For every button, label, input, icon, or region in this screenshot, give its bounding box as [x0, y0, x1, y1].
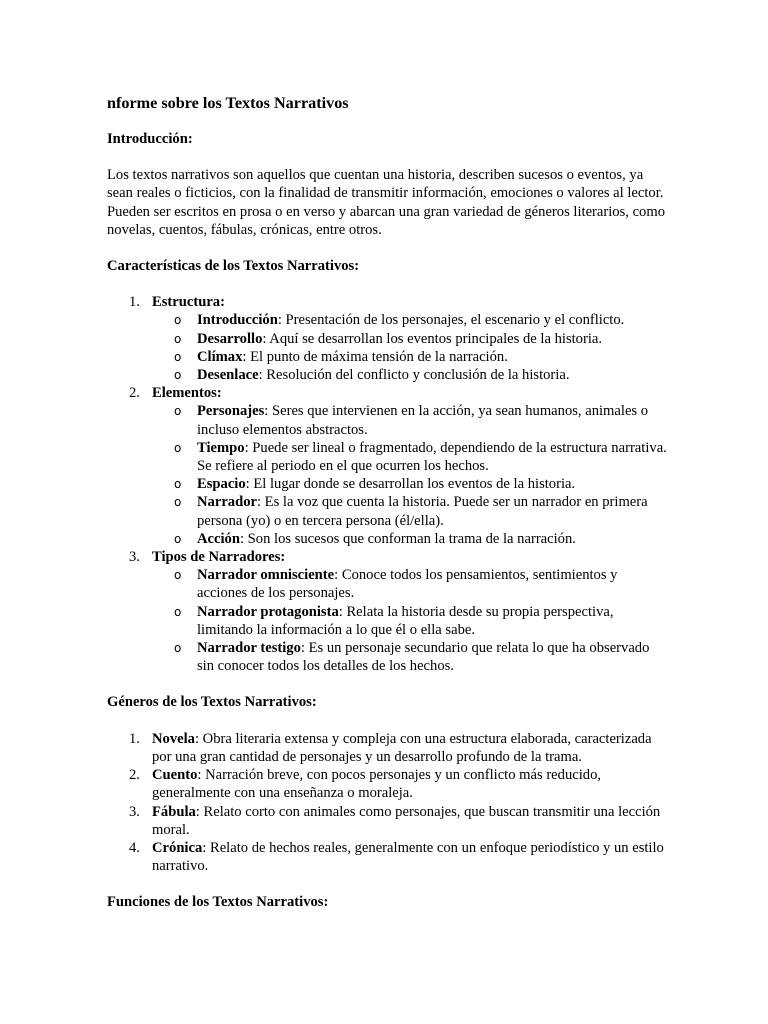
- sub-item-desc: : Presentación de los personajes, el escenario y el conflicto.: [277, 312, 625, 329]
- list-item-label: Tipos de Narradores:: [152, 549, 286, 566]
- sub-item-desc: : Es la voz que cuenta la historia. Puede ser un narrador en primera persona (yo) o en tercera persona (él/ella).: [197, 494, 648, 529]
- list-item-novela: [107, 730, 668, 766]
- sub-list-estructura: [152, 311, 668, 384]
- list-item-term: Crónica: [152, 839, 203, 856]
- sub-item-desc: : El lugar donde se desarrollan los eventos de la historia.: [245, 476, 576, 493]
- sub-item: [152, 311, 668, 329]
- sub-item-desc: : El punto de máxima tensión de la narración.: [242, 348, 508, 365]
- list-number: 3.: [129, 803, 140, 820]
- sub-item: [152, 530, 668, 548]
- genres-section: [107, 693, 668, 875]
- list-item-term: Novela: [152, 730, 195, 747]
- list-number: 1.: [129, 730, 140, 747]
- introduction-paragraph: Los textos narrativos son aquellos que cuentan una historia, describen sucesos o eventos, ya sean reales o ficticios, con la finalidad de transmitir información, emociones o valores al lector. Pueden ser escritos en prosa o en verso y abarcan una gran variedad de géneros literarios, como novelas, cuentos, fábulas, crónicas, entre otros.: [107, 167, 665, 238]
- sub-item-term: Narrador: [197, 494, 257, 511]
- sub-item-term: Clímax: [197, 348, 243, 365]
- sub-item-desc: : Relata la historia desde su propia perspectiva, limitando la información a lo que él o ella sabe.: [197, 603, 614, 638]
- spacer: [107, 875, 668, 893]
- document-title: nforme sobre los Textos Narrativos: [107, 94, 349, 112]
- bullet-icon: o: [174, 331, 182, 346]
- list-item-elementos: [107, 384, 668, 548]
- sub-item: [152, 603, 668, 639]
- sub-item-desc: : Puede ser lineal o fragmentado, dependiendo de la estructura narrativa. Se refiere al periodo en el que ocurren los hechos.: [197, 439, 667, 475]
- sub-item-desc: : Resolución del conflicto y conclusión de la historia.: [258, 367, 570, 384]
- sub-item-desc: : Es un personaje secundario que relata lo que ha observado sin conocer todos los detalles de los hechos.: [197, 640, 650, 675]
- bullet-icon: o: [174, 531, 182, 546]
- bullet-icon: o: [174, 568, 182, 583]
- list-item-desc: : Relato corto con animales como personajes, que buscan transmitir una lección moral.: [152, 803, 661, 838]
- sub-item-desc: : Aquí se desarrollan los eventos principales de la historia.: [262, 330, 603, 347]
- sub-item: [152, 475, 668, 493]
- sub-item-term: Narrador protagonista: [197, 603, 339, 620]
- genres-heading: Géneros de los Textos Narrativos:: [107, 694, 317, 711]
- sub-item-term: Narrador testigo: [197, 640, 301, 657]
- genres-list: [107, 730, 668, 876]
- functions-section: [107, 893, 668, 911]
- spacer: [107, 148, 668, 166]
- sub-list-elementos: [152, 402, 668, 548]
- list-item-tipos-narradores: [107, 548, 668, 675]
- list-number: 1.: [129, 294, 140, 311]
- sub-item-term: Desarrollo: [197, 330, 263, 347]
- introduction-section: [107, 130, 668, 239]
- list-number: 2.: [129, 767, 140, 784]
- list-number: 2.: [129, 385, 140, 402]
- bullet-icon: o: [174, 495, 182, 510]
- list-item-label: Estructura:: [152, 294, 225, 311]
- list-item-cronica: [107, 839, 668, 875]
- characteristics-section: [107, 257, 668, 675]
- list-item-desc: : Narración breve, con pocos personajes y un conflicto más reducido, generalmente con una enseñanza o moraleja.: [152, 767, 602, 802]
- sub-item: [152, 493, 668, 529]
- sub-item: [152, 330, 668, 348]
- functions-heading: Funciones de los Textos Narrativos:: [107, 894, 329, 911]
- spacer: [107, 712, 668, 730]
- spacer: [107, 239, 668, 257]
- sub-item-desc: : Conoce todos los pensamientos, sentimientos y acciones de los personajes.: [197, 567, 618, 602]
- sub-list-narradores: [152, 566, 668, 675]
- list-item-label: Elementos:: [152, 385, 222, 402]
- list-item-estructura: [107, 293, 668, 384]
- sub-item-term: Acción: [197, 530, 240, 547]
- bullet-icon: o: [174, 313, 182, 328]
- list-item-term: Fábula: [152, 803, 196, 820]
- bullet-icon: o: [174, 641, 182, 656]
- sub-item-term: Desenlace: [197, 367, 259, 384]
- list-item-desc: : Relato de hechos reales, generalmente con un enfoque periodístico y un estilo narrativo.: [152, 839, 664, 875]
- sub-item: [152, 439, 668, 475]
- characteristics-list: [107, 293, 668, 675]
- sub-item: [152, 402, 668, 438]
- spacer: [107, 675, 668, 693]
- bullet-icon: o: [174, 368, 182, 383]
- sub-item-desc: : Seres que intervienen en la acción, ya sean humanos, animales o incluso elementos abstractos.: [197, 403, 649, 438]
- bullet-icon: o: [174, 604, 182, 619]
- list-item-desc: : Obra literaria extensa y compleja con una estructura elaborada, caracterizada por una gran cantidad de personajes y un desarrollo profundo de la trama.: [152, 730, 652, 765]
- sub-item: [152, 366, 668, 384]
- list-number: 4.: [129, 839, 140, 856]
- bullet-icon: o: [174, 477, 182, 492]
- bullet-icon: o: [174, 404, 182, 419]
- list-item-cuento: [107, 766, 668, 802]
- sub-item-term: Introducción: [197, 312, 278, 329]
- sub-item-desc: : Son los sucesos que conforman la trama de la narración.: [239, 530, 576, 547]
- introduction-heading: Introducción:: [107, 131, 193, 147]
- sub-item-term: Narrador omnisciente: [197, 567, 335, 584]
- sub-item: [152, 639, 668, 675]
- characteristics-heading: Características de los Textos Narrativos:: [107, 258, 360, 275]
- sub-item: [152, 566, 668, 602]
- sub-item-term: Personajes: [197, 403, 265, 420]
- list-item-term: Cuento: [152, 767, 198, 784]
- sub-item-term: Espacio: [197, 476, 246, 493]
- list-number: 3.: [129, 549, 140, 566]
- list-item-fabula: [107, 803, 668, 839]
- spacer: [107, 275, 668, 293]
- sub-item-term: Tiempo: [197, 439, 245, 456]
- bullet-icon: o: [174, 440, 182, 455]
- bullet-icon: o: [174, 349, 182, 364]
- sub-item: [152, 348, 668, 366]
